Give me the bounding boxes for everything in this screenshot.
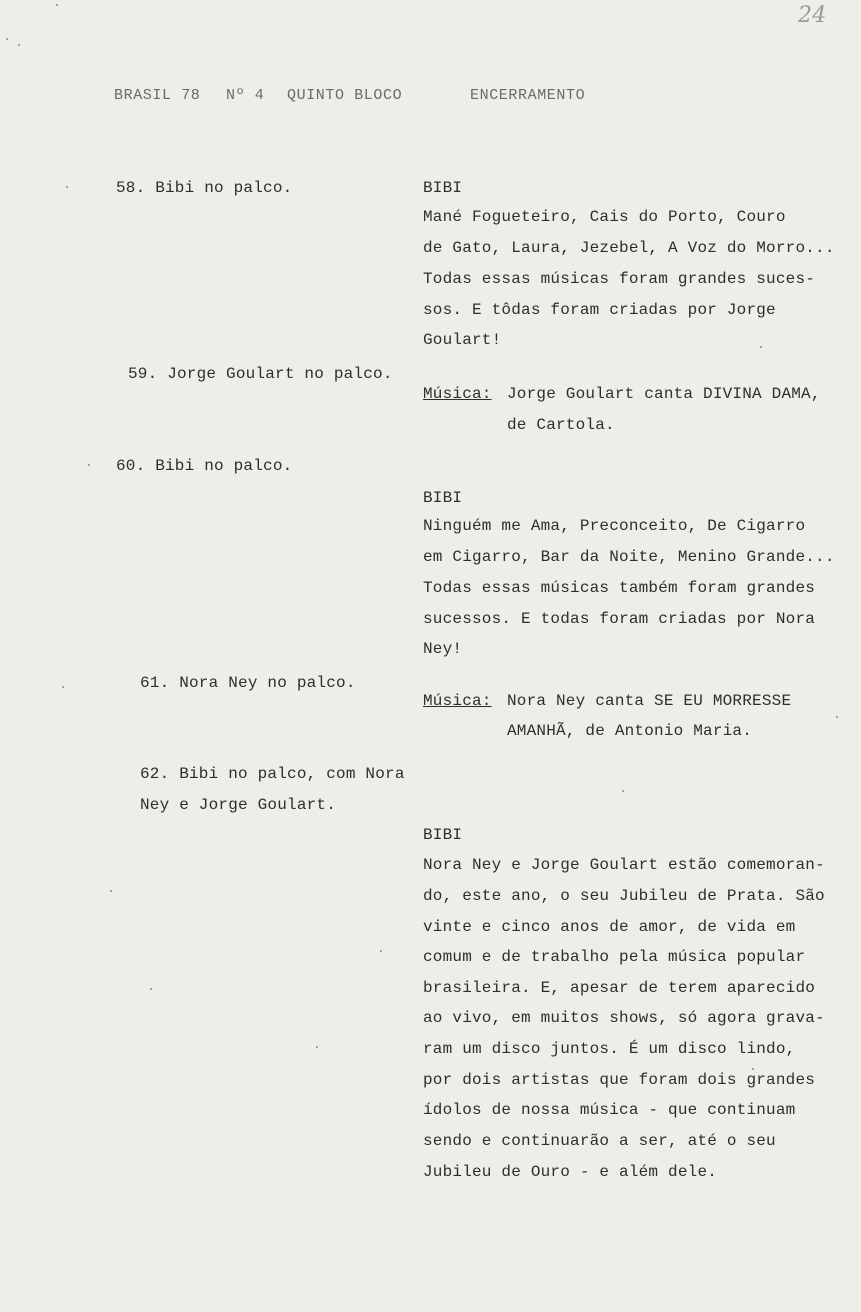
dialogue-line: Ninguém me Ama, Preconceito, De Cigarro — [423, 517, 806, 535]
dialogue-line: sos. E tôdas foram criadas por Jorge — [423, 301, 776, 319]
music-line: AMANHÃ, de Antonio Maria. — [507, 722, 753, 740]
dialogue-line: sucessos. E todas foram criadas por Nora — [423, 610, 816, 628]
dialogue-line: Ney! — [423, 640, 463, 658]
page-number: 24 — [798, 3, 827, 28]
scene-cue: 61. Nora Ney no palco. — [140, 674, 356, 692]
music-line: de Cartola. — [507, 416, 615, 434]
speaker-name: BIBI — [423, 179, 463, 197]
dialogue-line: Mané Fogueteiro, Cais do Porto, Couro — [423, 208, 786, 226]
dialogue-line: Todas essas músicas também foram grandes — [423, 579, 816, 597]
header-title: BRASIL 78 — [114, 87, 201, 104]
dialogue-line: Jubileu de Ouro - e além dele. — [423, 1163, 718, 1181]
dialogue-line: Goulart! — [423, 331, 502, 349]
dialogue-line: brasileira. E, apesar de terem aparecido — [423, 979, 816, 997]
dialogue-line: de Gato, Laura, Jezebel, A Voz do Morro... — [423, 239, 835, 257]
music-label: Música: — [423, 385, 492, 403]
dialogue-line: por dois artistas que foram dois grandes — [423, 1071, 816, 1089]
dialogue-line: Todas essas músicas foram grandes suces- — [423, 270, 816, 288]
dialogue-line: Nora Ney e Jorge Goulart estão comemoran- — [423, 856, 825, 874]
dialogue-line: sendo e continuarão a ser, até o seu — [423, 1132, 776, 1150]
scene-cue: 62. Bibi no palco, com Nora — [140, 765, 405, 783]
scene-cue: Ney e Jorge Goulart. — [140, 796, 337, 814]
header-block: QUINTO BLOCO — [287, 87, 403, 104]
header-number: Nº 4 — [226, 87, 265, 104]
scene-cue: 58. Bibi no palco. — [116, 179, 293, 197]
dialogue-line: do, este ano, o seu Jubileu de Prata. São — [423, 887, 825, 905]
music-line: Nora Ney canta SE EU MORRESSE — [507, 692, 792, 710]
speaker-name: BIBI — [423, 489, 463, 507]
dialogue-line: ram um disco juntos. É um disco lindo, — [423, 1040, 796, 1058]
header-section: ENCERRAMENTO — [470, 87, 586, 104]
scene-cue: 59. Jorge Goulart no palco. — [128, 365, 393, 383]
scene-cue: 60. Bibi no palco. — [116, 457, 293, 475]
dialogue-line: ao vivo, em muitos shows, só agora grava- — [423, 1009, 825, 1027]
dialogue-line: ídolos de nossa música - que continuam — [423, 1101, 796, 1119]
dialogue-line: comum e de trabalho pela música popular — [423, 948, 806, 966]
dialogue-line: em Cigarro, Bar da Noite, Menino Grande... — [423, 548, 835, 566]
music-line: Jorge Goulart canta DIVINA DAMA, — [507, 385, 821, 403]
music-label: Música: — [423, 692, 492, 710]
dialogue-line: vinte e cinco anos de amor, de vida em — [423, 918, 796, 936]
speaker-name: BIBI — [423, 826, 463, 844]
